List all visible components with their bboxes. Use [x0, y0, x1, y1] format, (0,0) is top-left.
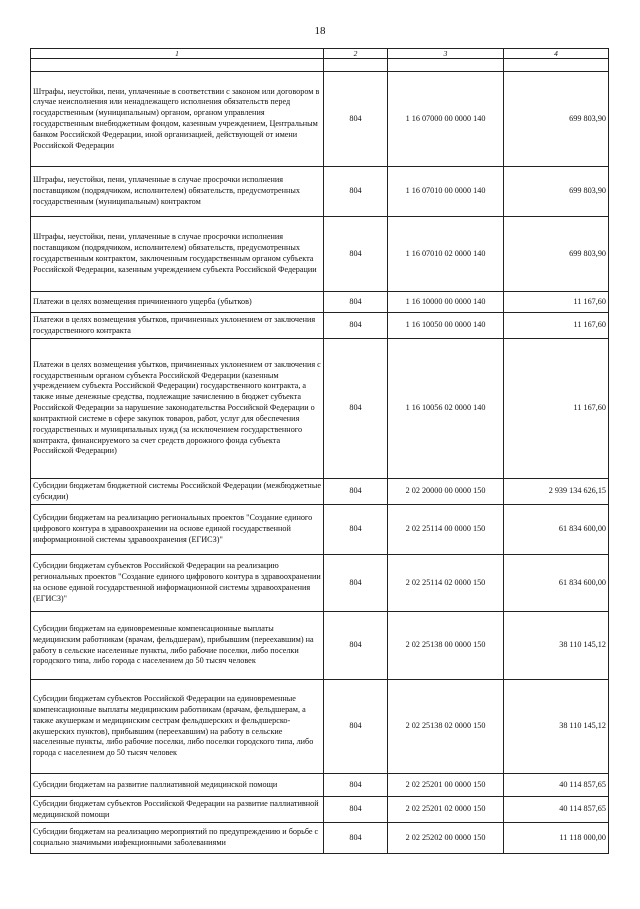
row-code: 804 — [324, 823, 388, 854]
row-name: Платежи в целях возмещения причиненного ущерба (убытков) — [31, 292, 324, 313]
row-name: Штрафы, неустойки, пени, уплаченные в случае просрочки исполнения поставщиком (подрядчиком, исполнителем) обязательств, предусмотренных государственным контрактом, заключенным государственным органом субъекта Российской Федерации, казенным учреждением субъекта Российской Федерации — [31, 217, 324, 292]
row-name: Субсидии бюджетам субъектов Российской Федерации на единовременные компенсационные выплаты медицинским работникам (врачам, фельдшерам, а также акушеркам и медицинским сестрам фельдшерских и фельдшерско-акушерских пунктов), прибывшим (переехавшим) на работу в сельские населенные пункты, либо рабочие поселки, либо поселки городского типа, либо города с населением до 50 тысяч человек — [31, 680, 324, 774]
table-row — [31, 72, 609, 167]
row-code: 804 — [324, 612, 388, 680]
row-amount: 40 114 857,65 — [504, 797, 609, 823]
row-name: Субсидии бюджетам на развитие паллиативной медицинской помощи — [31, 774, 324, 797]
row-code: 804 — [324, 505, 388, 555]
table-row — [31, 479, 609, 505]
row-amount: 11 118 000,00 — [504, 823, 609, 854]
row-name: Субсидии бюджетам субъектов Российской Федерации на развитие паллиативной медицинской помощи — [31, 797, 324, 823]
table-row — [31, 167, 609, 217]
row-name: Субсидии бюджетам субъектов Российской Федерации на реализацию региональных проектов "Создание единого цифрового контура в здравоохранении на основе единой государственной информационной системы здравоохранения (ЕГИСЗ)" — [31, 555, 324, 612]
row-code: 804 — [324, 797, 388, 823]
row-name: Штрафы, неустойки, пени, уплаченные в соответствии с законом или договором в случае неисполнения или ненадлежащего исполнения обязательств перед государственным (муниципальным) органом, органом управления государственным внебюджетным фондом, казенным учреждением, Центральным банком Российской Федерации, иной организацией, действующей от имени Российской Федерации — [31, 72, 324, 167]
row-kbk: 1 16 07010 02 0000 140 — [388, 217, 504, 292]
row-kbk: 1 16 07010 00 0000 140 — [388, 167, 504, 217]
row-code: 804 — [324, 479, 388, 505]
table-row — [31, 292, 609, 313]
row-amount: 11 167,60 — [504, 339, 609, 479]
table-row — [31, 612, 609, 680]
row-amount: 40 114 857,65 — [504, 774, 609, 797]
budget-table — [30, 48, 609, 854]
row-code: 804 — [324, 339, 388, 479]
row-amount: 38 110 145,12 — [504, 612, 609, 680]
row-name: Штрафы, неустойки, пени, уплаченные в случае просрочки исполнения поставщиком (подрядчиком, исполнителем) обязательств, предусмотренных государственным (муниципальным) контрактом — [31, 167, 324, 217]
column-header-2: 2 — [324, 49, 388, 59]
table-row — [31, 313, 609, 339]
column-header-3: 3 — [388, 49, 504, 59]
row-name: Субсидии бюджетам на реализацию мероприятий по предупреждению и борьбе с социально значимыми инфекционными заболеваниями — [31, 823, 324, 854]
row-amount: 61 834 600,00 — [504, 505, 609, 555]
row-amount: 38 110 145,12 — [504, 680, 609, 774]
page-number: 18 — [314, 25, 326, 37]
row-kbk: 1 16 10000 00 0000 140 — [388, 292, 504, 313]
row-kbk: 2 02 25201 00 0000 150 — [388, 774, 504, 797]
row-amount: 699 803,90 — [504, 217, 609, 292]
row-kbk: 2 02 25202 00 0000 150 — [388, 823, 504, 854]
table-row — [31, 217, 609, 292]
row-code: 804 — [324, 217, 388, 292]
table-row — [31, 505, 609, 555]
header-gap-row — [31, 59, 609, 72]
row-amount: 699 803,90 — [504, 167, 609, 217]
row-kbk: 2 02 25114 00 0000 150 — [388, 505, 504, 555]
table-row — [31, 339, 609, 479]
row-name: Платежи в целях возмещения убытков, причиненных уклонением от заключения с государственным органом субъекта Российской Федерации (казенным учреждением субъекта Российской Федерации) государственного контракта, а также иные денежные средства, подлежащие зачислению в бюджет субъекта Российской Федерации за нарушение законодательства Российской Федерации о контрактной системе в сфере закупок товаров, работ, услуг для обеспечения государственных и муниципальных нужд (за исключением государственного контракта, финансируемого за счет средств дорожного фонда субъекта Российской Федерации) — [31, 339, 324, 479]
row-code: 804 — [324, 680, 388, 774]
row-amount: 699 803,90 — [504, 72, 609, 167]
row-kbk: 2 02 25114 02 0000 150 — [388, 555, 504, 612]
table-row — [31, 774, 609, 797]
row-kbk: 1 16 07000 00 0000 140 — [388, 72, 504, 167]
row-code: 804 — [324, 555, 388, 612]
row-kbk: 1 16 10050 00 0000 140 — [388, 313, 504, 339]
row-amount: 2 939 134 626,15 — [504, 479, 609, 505]
table-row — [31, 797, 609, 823]
table-row — [31, 555, 609, 612]
row-name: Платежи в целях возмещения убытков, причиненных уклонением от заключения государственного контракта — [31, 313, 324, 339]
column-header-4: 4 — [504, 49, 609, 59]
header-row — [31, 49, 609, 59]
row-kbk: 2 02 25201 02 0000 150 — [388, 797, 504, 823]
row-kbk: 2 02 25138 00 0000 150 — [388, 612, 504, 680]
row-name: Субсидии бюджетам на реализацию региональных проектов "Создание единого цифрового контура в здравоохранении на основе единой государственной информационной системы здравоохранения (ЕГИСЗ)" — [31, 505, 324, 555]
row-code: 804 — [324, 313, 388, 339]
table-row — [31, 680, 609, 774]
row-kbk: 2 02 25138 02 0000 150 — [388, 680, 504, 774]
row-code: 804 — [324, 72, 388, 167]
row-code: 804 — [324, 292, 388, 313]
row-name: Субсидии бюджетам бюджетной системы Российской Федерации (межбюджетные субсидии) — [31, 479, 324, 505]
row-amount: 61 834 600,00 — [504, 555, 609, 612]
row-kbk: 2 02 20000 00 0000 150 — [388, 479, 504, 505]
row-amount: 11 167,60 — [504, 292, 609, 313]
row-amount: 11 167,60 — [504, 313, 609, 339]
column-header-1: 1 — [31, 49, 324, 59]
row-kbk: 1 16 10056 02 0000 140 — [388, 339, 504, 479]
row-code: 804 — [324, 167, 388, 217]
table-row — [31, 823, 609, 854]
row-name: Субсидии бюджетам на единовременные компенсационные выплаты медицинским работникам (врачам, фельдшерам), прибывшим (переехавшим) на работу в сельские населенные пункты, либо рабочие поселки, либо поселки городского типа, либо города с населением до 50 тысяч человек — [31, 612, 324, 680]
row-code: 804 — [324, 774, 388, 797]
